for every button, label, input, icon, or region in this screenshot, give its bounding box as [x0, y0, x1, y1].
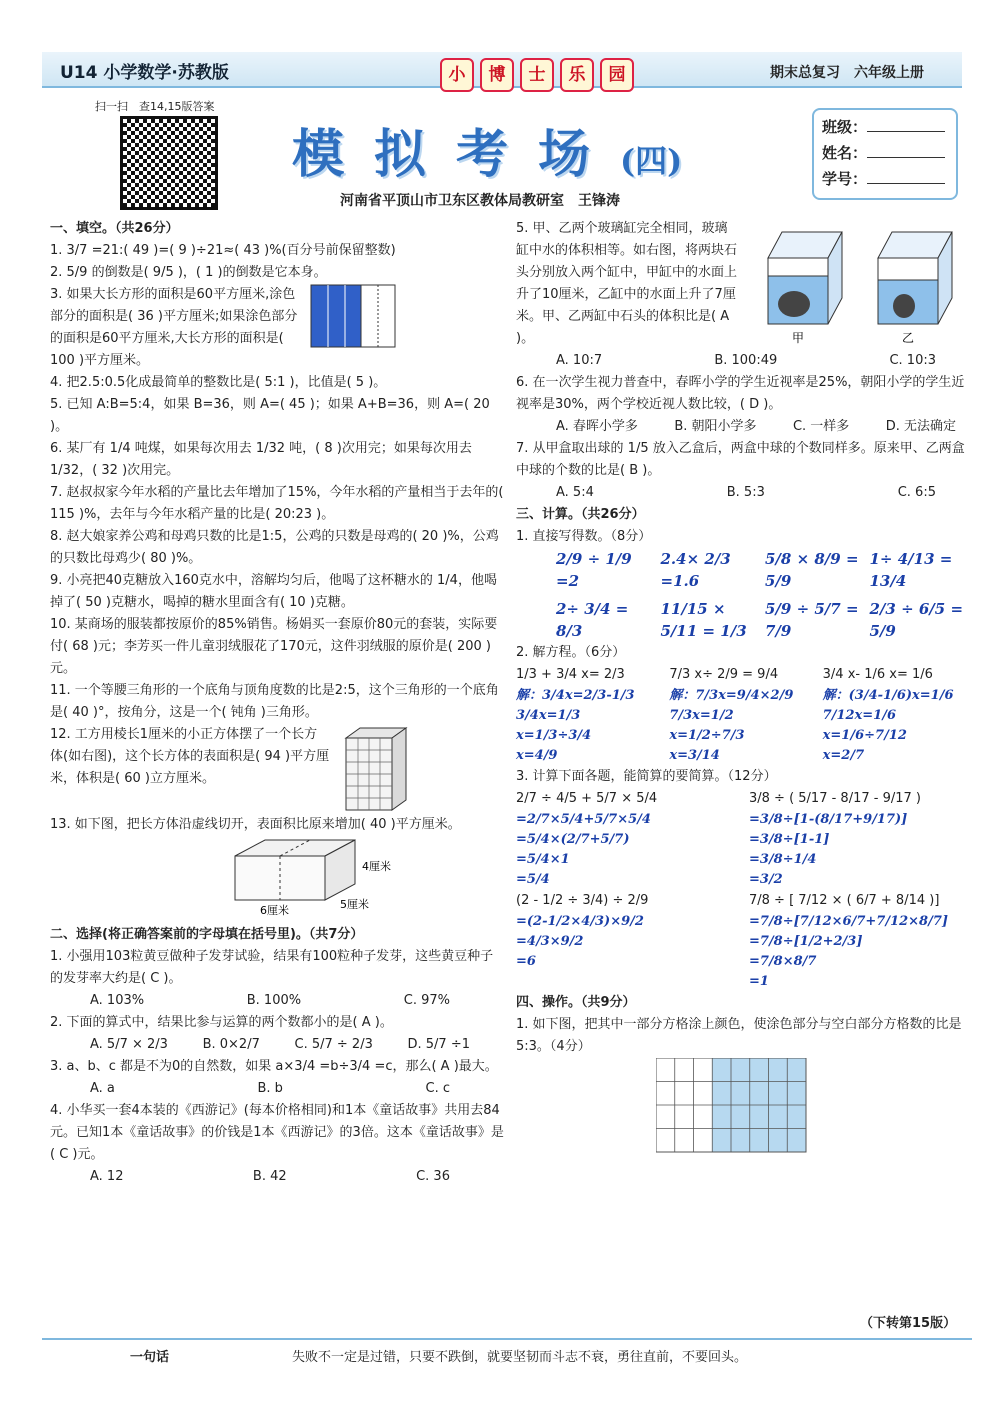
box-width-label: 5厘米: [340, 898, 369, 911]
calc-part-3: 3. 计算下面各题，能简算的要简算。（12分）: [516, 769, 777, 784]
page-code: U14 小学数学·苏教版: [60, 63, 229, 83]
student-info-box: [812, 108, 958, 200]
question-7: 7. 赵叔叔家今年水稻的产量比去年增加了15%，今年水稻的产量相当于去年的( 115 )%，去年与今年水稻产量的比是( 20:23 )。: [50, 485, 504, 522]
qr-code[interactable]: [120, 116, 218, 210]
question-11: 11. 一个等腰三角形的一个底角与顶角度数的比是2:5，这个三角形的一个底角是( 40 )°，按角分，这是一个( 钝角 )三角形。: [50, 683, 499, 720]
question-12: 12. 工方用棱长1厘米的小正方体摆了一个长方体(如右图)，这个长方体的表面积是( 94 )平方厘米，体积是( 60 )立方厘米。: [50, 727, 330, 786]
cuboid-cut-figure: [50, 836, 490, 916]
continue-note: （下转第15版）: [860, 1316, 957, 1331]
glass-tanks-figure: [748, 218, 960, 350]
question-2: 2. 5/9 的倒数是( 9/5 )，( 1 )的倒数是它本身。: [50, 265, 327, 280]
class-field[interactable]: 班级：: [822, 116, 948, 142]
simplify-grid: 2/7 ÷ 4/5 + 5/7 × 5/4 3/8 ÷ ( 5/17 - 8/17 - 9/17 ) =2/7×5/4+5/7×5/4 =5/4×(2/7+5/7) =5/4×1 =5/4 =3/8÷[1-(8/17+9/17)] =3/8÷[1-1] =3/8÷1/4 =3/2 (2 - 1/2 ÷ 3/4) ÷ 2/9 7/8 ÷ [ 7/12 × ( 6/7 + 8/14 )] =(2-1/2×4/3)×9/2 =4/3×9/2 =6 =7/8÷[7/12×6/7+7/12×8/7] =7/8÷[1/2+2/3] =7/8×8/7 =1: [516, 791, 949, 989]
equations-grid: 1/3 + 3/4 x= 2/3 7/3 x÷ 2/9 = 9/4 3/4 x- 1/6 x= 1/6 解：3/4x=2/3-1/3 3/4x=1/3 x=1/3÷3/4 x=4/9 解：7/3x=9/4×2/9 7/3x=1/2 x=1/2÷7/3 x=3/14 解：(3/4-1/6)x=1/6 7/12x=1/6 x=1/6÷7/12 x=2/7: [516, 667, 954, 763]
footer-bar: [42, 1338, 972, 1366]
box-length-label: 6厘米: [260, 904, 289, 916]
question-4: 4. 把2.5:0.5化成最简单的整数比是( 5:1 )，比值是( 5 )。: [50, 375, 387, 390]
brand-logo: 小 博 士 乐 园: [440, 58, 634, 92]
tank-a-label: 甲: [792, 331, 805, 345]
choice-2: 2. 下面的算式中，结果比参与运算的两个数都小的是( A )。: [50, 1015, 393, 1030]
footer-label: 一句话: [130, 1350, 170, 1365]
calc-part-1: 1. 直接写得数。（8分）: [516, 529, 652, 544]
shaded-rectangle-figure: [310, 284, 400, 350]
choice-7: 7. 从甲盒取出球的 1/5 放入乙盒后，两盒中球的个数同样多。原来甲、乙两盒中球的个数的比是( B )。: [516, 441, 965, 478]
direct-answers-grid: 2/9 ÷ 1/9 =2 2.4× 2/3 =1.6 5/8 × 8/9 = 5/9 1÷ 4/13 = 13/4 2÷ 3/4 = 8/3 11/15 × 5/11 = 1/3 5/9 ÷ 5/7 = 7/9 2/3 ÷ 6/5 = 5/9: [556, 550, 964, 640]
question-1: 1. 3/7 =21:( 49 )=( 9 )÷21≈( 43 )%(百分号前保留整数): [50, 243, 396, 258]
author-line: 河南省平顶山市卫东区教体局教研室 王锋涛: [340, 193, 620, 209]
page-title: 模拟考场(四): [292, 124, 683, 185]
footer-quote: 失败不一定是过错，只要不跌倒，就要坚韧而斗志不衰，勇往直前，不要回头。: [292, 1350, 748, 1365]
id-field[interactable]: 学号：: [822, 168, 948, 194]
question-6: 6. 某厂有 1/4 吨煤，如果每次用去 1/32 吨，( 8 )次用完；如果每次用去 1/32，( 32 )次用完。: [50, 441, 472, 478]
choice-4: 4. 小华买一套4本装的《西游记》(每本价格相同)和1本《童话故事》共用去84元。已知1本《童话故事》的价钱是1本《西游记》的3倍。这本《童话故事》是( C )元。: [50, 1103, 504, 1162]
section-choice: 二、选择(将正确答案前的字母填在括号里)。（共7分）: [50, 927, 364, 942]
period-label: 期末总复习 六年级上册: [770, 65, 924, 81]
tank-b-label: 乙: [902, 331, 915, 345]
question-8: 8. 赵大娘家养公鸡和母鸡只数的比是1:5，公鸡的只数是母鸡的( 20 )%，公鸡的只数比母鸡少( 80 )%。: [50, 529, 499, 566]
scan-hint: 扫一扫 查14,15版答案: [95, 100, 215, 113]
question-5: 5. 已知 A:B=5:4，如果 B=36，则 A=( 45 )；如果 A+B=36，则 A=( 20 )。: [50, 397, 490, 434]
right-column: 5. 甲、乙两个玻璃缸完全相同，玻璃缸中水的体积相等。如右图，将两块石头分别放入两个缸中，甲缸中的水面上升了10厘米，乙缸中的水面上升了7厘米。甲、乙两缸中石头的体积比是( A )。 甲 乙 A. 10:7 B. 100:49 C. 10:3 6. 在一次学生视力普查中，春晖小学的学生近视率是25%，朝阳小学的学生近视率是30%，两个学校近视人数比较，( D )。 A. 春晖小学多 B. 朝阳小学多 C. 一样多 D. 无法确定 7. 从甲盒取出球的 1/5 放入乙盒后，两盒中球的个数同样多。原来甲、乙两盒中球的个数的比是( B )。 A. 5:4 B. 5:3 C. 6:5 三、计算。（共26分） 1. 直接写得数。（8分） 2/9 ÷ 1/9 =2 2.4× 2/3 =1.6 5/8 × 8/9 = 5/9 1÷ 4/13 = 13/4 2÷ 3/4 = 8/3 11/15 × 5/11 = 1/3 5/9 ÷ 5/7 = 7/9 2/3 ÷ 6/5 = 5/9 2. 解方程。（6分） 1/3 + 3/4 x= 2/3 7/3 x÷ 2/9 = 9/4 3/4 x- 1/6 x= 1/6 解：3/4x=2/3-1/3 3/4x=1/3 x=1/3÷3/4 x=4/9 解：7/3x=9/4×2/9 7/3x=1/2 x=1/2÷7/3 x=3/14 解：(3/4-1/6)x=1/6 7/12x=1/6 x=1/6÷7/12 x=2/7 3. 计算下面各题，能简算的要简算。（12分） 2/7 ÷ 4/5 + 5/7 × 5/4 3/8 ÷ ( 5/17 - 8/17 - 9/17 ) =2/7×5/4+5/7×5/4 =5/4×(2/7+5/7) =5/4×1 =5/4 =3/8÷[1-(8/17+9/17)] =3/8÷[1-1] =3/8÷1/4 =3/2 (2 - 1/2 ÷ 3/4) ÷ 2/9 7/8 ÷ [ 7/12 × ( 6/7 + 8/14 )] =(2-1/2×4/3)×9/2 =4/3×9/2 =6 =7/8÷[7/12×6/7+7/12×8/7] =7/8÷[1/2+2/3] =7/8×8/7 =1 四、操作。（共9分） 1. 如下图，把其中一部分方格涂上颜色，使涂色部分与空白部分方格数的比是5:3。（4分）: [516, 218, 966, 1166]
choice-1: 1. 小强用103粒黄豆做种子发芽试验，结果有100粒种子发芽，这些黄豆种子的发芽率大约是( C )。: [50, 949, 494, 986]
coloring-grid[interactable]: [656, 1058, 816, 1158]
section-calculation: 三、计算。（共26分）: [516, 507, 645, 522]
question-3: 3. 如果大长方形的面积是60平方厘米,涂色部分的面积是( 36 )平方厘米;如果涂色部分的面积是60平方厘米,大长方形的面积是( 100 )平方厘米。: [50, 287, 298, 368]
left-column: 一、填空。（共26分） 1. 3/7 =21:( 49 )=( 9 )÷21≈( 43 )%(百分号前保留整数) 2. 5/9 的倒数是( 9/5 )，( 1 )的倒数是它本身。 3. 如果大长方形的面积是60平方厘米,涂色部分的面积是( 36 )平方厘米;如果涂色部分的面积是60平方厘米,大长方形的面积是( 100 )平方厘米。 4. 把2.5:0.5化成最简单的整数比是( 5:1 )，比值是( 5 )。 5. 已知 A:B=5:4，如果 B=36，则 A=( 45 )；如果 A+B=36，则 A=( 20 )。 6. 某厂有 1/4 吨煤，如果每次用去 1/32 吨，( 8 )次用完；如果每次用去 1/32，( 32 )次用完。 7. 赵叔叔家今年水稻的产量比去年增加了15%，今年水稻的产量相当于去年的( 115 )%，去年与今年水稻产量的比是( 20:23 )。 8. 赵大娘家养公鸡和母鸡只数的比是1:5，公鸡的只数是母鸡的( 20 )%，公鸡的只数比母鸡少( 80 )%。 9. 小亮把40克糖放入160克水中，溶解均匀后，他喝了这杯糖水的 1/4，他喝掉了( 50 )克糖水，喝掉的糖水里面含有( 10 )克糖。 10. 某商场的服装都按原价的85%销售。杨娟买一套原价80元的套装，实际要付( 68 )元；李芳买一件儿童羽绒服花了170元，这件羽绒服的原价是( 200 )元。 11. 一个等腰三角形的一个底角与顶角度数的比是2:5，这个三角形的一个底角是( 40 )°，按角分，这是一个( 钝角 )三角形。 12. 工方用棱长1厘米的小正方体摆了一个长方体(如右图)，这个长方体的表面积是( 94 )平方厘米，体积是( 60 )立方厘米。 13. 如下图，把长方体沿虚线切开，表面积比原来增加( 40 )平方厘米。 6厘米 5厘米 4厘米 二、选择(将正确答案前的字母填在括号里)。（共7分） 1. 小强用103粒黄豆做种子发芽试验，结果有100粒种子发芽，这些黄豆种子的发芽率大约是( C )。 A. 103% B. 100% C. 97% 2. 下面的算式中，结果比参与运算的两个数都小的是( A )。 A. 5/7 × 2/3 B. 0×2/7 C. 5/7 ÷ 2/3 D. 5/7 ÷1 3. a、b、c 都是不为0的自然数，如果 a×3/4 =b÷3/4 =c，那么( A )最大。 A. a B. b C. c 4. 小华买一套4本装的《西游记》(每本价格相同)和1本《童话故事》共用去84元。已知1本《童话故事》的价钱是1本《西游记》的3倍。这本《童话故事》是( C )元。 A. 12 B. 42 C. 36: [50, 218, 506, 1188]
operation-1: 1. 如下图，把其中一部分方格涂上颜色，使涂色部分与空白部分方格数的比是5:3。（4分）: [516, 1017, 962, 1054]
question-10: 10. 某商场的服装都按原价的85%销售。杨娟买一套原价80元的套装，实际要付( 68 )元；李芳买一件儿童羽绒服花了170元，这件羽绒服的原价是( 200 )元。: [50, 617, 498, 676]
question-9: 9. 小亮把40克糖放入160克水中，溶解均匀后，他喝了这杯糖水的 1/4，他喝掉了( 50 )克糖水，喝掉的糖水里面含有( 10 )克糖。: [50, 573, 497, 610]
section-fill-in: 一、填空。（共26分）: [50, 221, 179, 236]
cube-stack-figure: [342, 724, 412, 814]
calc-part-2: 2. 解方程。（6分）: [516, 645, 626, 660]
name-field[interactable]: 姓名：: [822, 142, 948, 168]
box-height-label: 4厘米: [362, 860, 391, 873]
choice-5: 5. 甲、乙两个玻璃缸完全相同，玻璃缸中水的体积相等。如右图，将两块石头分别放入两个缸中，甲缸中的水面上升了10厘米，乙缸中的水面上升了7厘米。甲、乙两缸中石头的体积比是( A )。: [516, 221, 738, 346]
question-13: 13. 如下图，把长方体沿虚线切开，表面积比原来增加( 40 )平方厘米。: [50, 817, 461, 832]
section-operation: 四、操作。（共9分）: [516, 995, 636, 1010]
choice-3: 3. a、b、c 都是不为0的自然数，如果 a×3/4 =b÷3/4 =c，那么( A )最大。: [50, 1059, 498, 1074]
choice-6: 6. 在一次学生视力普查中，春晖小学的学生近视率是25%，朝阳小学的学生近视率是30%，两个学校近视人数比较，( D )。: [516, 375, 965, 412]
